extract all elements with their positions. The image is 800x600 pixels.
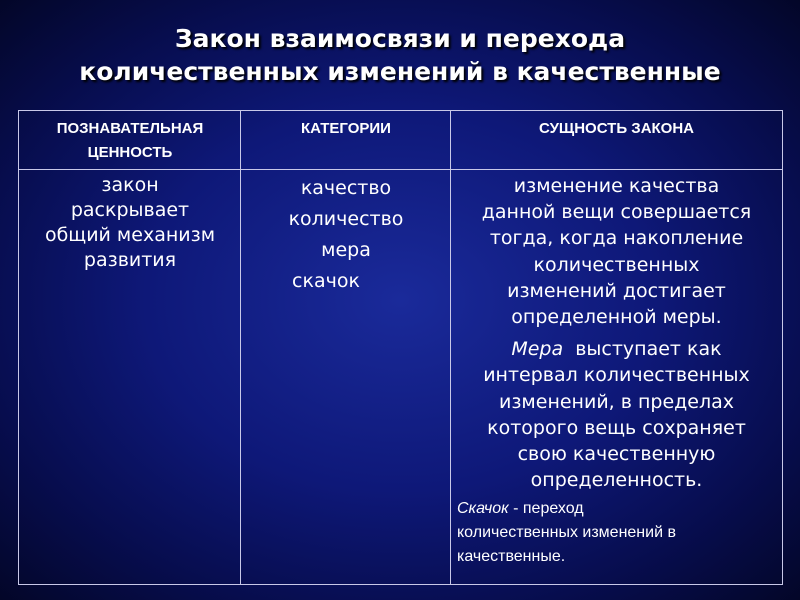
cell-text-line: раскрывает [70,199,190,221]
category-item: количество [288,208,404,230]
category-item: мера [321,239,371,261]
category-item: скачок [292,270,360,292]
table-header-cognitive-value-line-2: ЦЕННОСТЬ [87,144,173,161]
table-header-divider [19,169,782,170]
cell-categories [241,173,451,297]
table-header-essence-label: СУЩНОСТЬ ЗАКОНА [538,120,695,137]
essence-measure-first-line [451,336,782,362]
essence-leap-rest: - переход [508,500,584,517]
essence-line: изменение качества [513,175,720,197]
essence-measure-rest: выступает как [563,338,722,361]
term-measure: Мера [511,338,564,361]
essence-line: изменений, в пределах [498,390,735,413]
table-header-cognitive-value-line-1: ПОЗНАВАТЕЛЬНАЯ [56,120,204,137]
slide-title-line-2: количественных изменений в качественные [79,57,721,86]
slide-title [0,22,800,88]
cell-text-line: развития [83,249,177,271]
essence-line: изменений достигает [507,279,726,302]
term-leap: Скачок [457,500,509,517]
essence-line: свою качественную [517,443,716,466]
table-header-cognitive-value [19,111,241,169]
cell-essence-leap [451,497,782,569]
slide-title-line-1: Закон взаимосвязи и перехода [174,24,626,53]
table-header-essence [451,111,782,169]
table-header-categories-label: КАТЕГОРИИ [301,120,391,137]
essence-leap-line: количественных изменений в [457,524,676,541]
cell-text-line: общий механизм [44,224,216,246]
cell-text-line: закон [101,174,159,196]
essence-leap-line: качественные. [457,548,566,565]
essence-line: определенной меры. [511,306,722,329]
category-item: качество [300,177,392,199]
cell-essence-main [451,173,782,493]
table-header-categories [241,111,451,169]
essence-leap-first-line [457,497,782,521]
essence-line: интервал количественных [483,364,750,387]
essence-line: определенность. [530,469,703,492]
essence-line: тогда, когда накопление [489,227,744,250]
essence-line: количественных [533,253,700,276]
essence-line: которого вещь сохраняет [487,416,746,439]
cell-cognitive-value [19,173,241,273]
law-table [18,110,783,585]
essence-line: данной вещи совершается [481,201,752,224]
